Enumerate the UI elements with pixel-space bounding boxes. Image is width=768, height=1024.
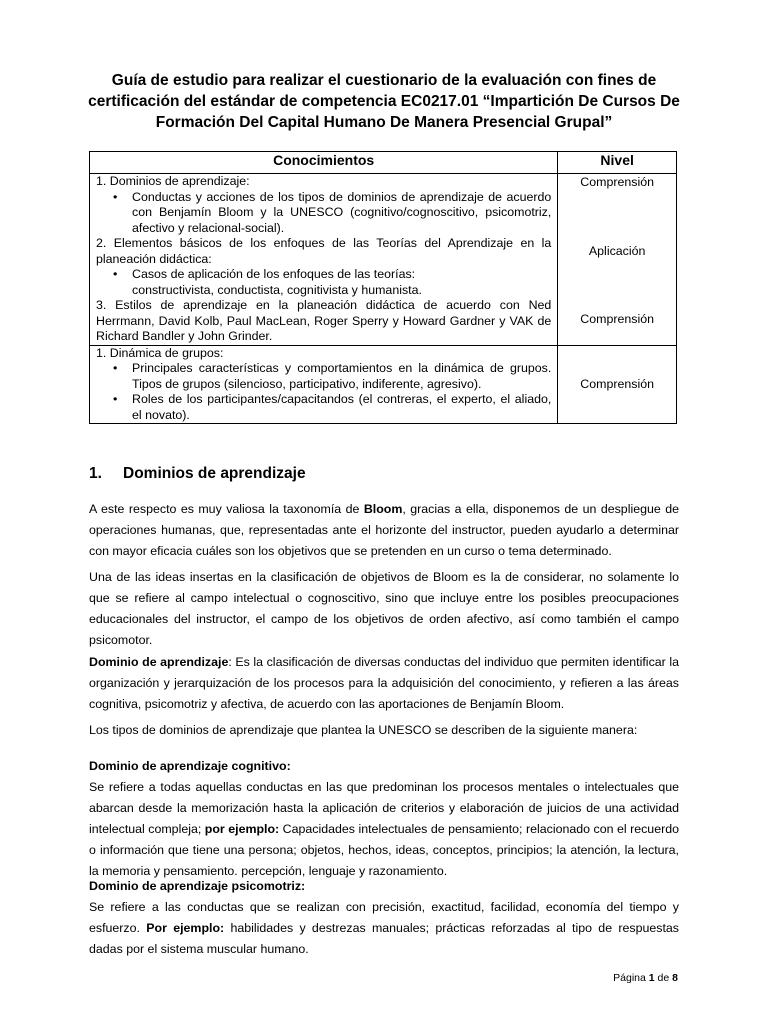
footer-text: Página	[613, 972, 649, 984]
text-run: A este respecto es muy valiosa la taxonomía de	[89, 502, 364, 516]
header-nivel: Nivel	[558, 152, 677, 174]
page-total: 8	[672, 972, 678, 984]
level-cell	[558, 345, 677, 424]
list-item: 1. Dominios de aprendizaje:	[96, 174, 250, 188]
subheading: Dominio de aprendizaje cognitivo:	[89, 759, 291, 773]
paragraph-psychomotor	[89, 876, 679, 960]
level-label: Aplicación	[588, 243, 646, 258]
title-line-2: certificación del estándar de competencia EC0217.01 “Impartición De Cursos De	[88, 93, 680, 110]
text-run: Se refiere a todas aquellas conductas en las que predominan los procesos mentales o intelectuales que abarcan desde la memorización hasta la aplicación de criterios y elaboración de juicios de una actividad intelectual compleja;	[89, 780, 679, 836]
text-run: : Es la clasificación de diversas conductas del individuo que permiten identificar la organización y jerarquización de los procesos para la adquisición del conocimiento, y refieren a las áreas cognitiva, psicomotriz y afectiva, de acuerdo con las aportaciones de Benjamín Bloom.	[89, 655, 679, 711]
paragraph-cognitive	[89, 756, 679, 882]
knowledge-table	[89, 151, 677, 424]
paragraph-unesco: Los tipos de dominios de aprendizaje que plantea la UNESCO se describen de la siguiente manera:	[89, 723, 638, 737]
knowledge-cell	[90, 345, 558, 424]
text-run: Se refiere a las conductas que se realizan con precisión, exactitud, facilidad, economía del tiempo y esfuerzo.	[89, 900, 679, 935]
bold-text: Bloom	[363, 502, 403, 516]
subheading: Dominio de aprendizaje psicomotriz:	[89, 879, 306, 893]
section-heading	[89, 465, 306, 483]
level-label: Comprensión	[580, 175, 654, 189]
bullet-item: • Principales características y comportamientos en la dinámica de grupos. Tipos de grupos (silencioso, participativo, indiferente, agresivo).	[96, 361, 551, 392]
list-item: 3. Estilos de aprendizaje en la planeación didáctica de acuerdo con Ned Herrmann, David Kolb, Paul MacLean, Roger Sperry y Howard Gardner y VAK de Richard Bandler y John Grinder.	[96, 298, 552, 343]
text-run: Capacidades intelectuales de pensamiento; relacionado con el recuerdo o información que tiene una persona; objetos, hechos, ideas, conceptos, principios; la atención, la lectura, la memoria y pensamiento. percepción, lenguaje y razonamiento.	[89, 822, 679, 878]
paragraph-definition	[89, 652, 679, 715]
table-header-row	[90, 152, 677, 174]
table-row	[90, 174, 677, 346]
section-number: 1.	[89, 465, 102, 482]
text-run: , gracias a ella, disponemos de un despliegue de operaciones humanas, que, representadas ante el horizonte del instructor, pueden ayudarlo a determinar con mayor eficacia cuáles son los objetivos que se pretenden en un curso o tema determinado.	[89, 502, 679, 558]
title-line-1: Guía de estudio para realizar el cuestionario de la evaluación con fines de	[111, 72, 657, 89]
header-conocimientos: Conocimientos	[90, 152, 558, 174]
paragraph-classification: Una de las ideas insertas en la clasificación de objetivos de Bloom es la de considerar, no solamente lo que se refiere al campo intelectual o cognoscitivo, sino que incluye entre los posibles preocupaciones educacionales del instructor, el campo de los objetivos de orden afectivo, así como también el campo psicomotor.	[89, 570, 679, 647]
bullet-item: • Roles de los participantes/capacitandos (el contreras, el experto, el aliado, el novato).	[96, 392, 551, 423]
list-item: 2. Elementos básicos de los enfoques de las Teorías del Aprendizaje en la planeación didáctica:	[96, 236, 552, 266]
table-row	[90, 345, 677, 424]
title-line-3: Formación Del Capital Humano De Manera Presencial Grupal”	[155, 114, 613, 131]
level-label: Comprensión	[580, 376, 654, 391]
page-number: 1	[648, 972, 655, 984]
level-cell	[558, 174, 677, 346]
bullet-continuation: constructivista, conductista, cognitivista y humanista.	[132, 282, 422, 297]
footer-text: de	[654, 972, 673, 984]
section-title: Dominios de aprendizaje	[123, 465, 306, 482]
bold-text: por ejemplo:	[204, 822, 280, 836]
level-label: Comprensión	[580, 312, 654, 326]
bullet-item: • Casos de aplicación de los enfoques de las teorías:	[96, 267, 551, 283]
bullet-item: • Conductas y acciones de los tipos de dominios de aprendizaje de acuerdo con Benjamín Bloom y la UNESCO (cognitivo/cognoscitivo, psicomotriz, afectivo y relacional-social).	[96, 190, 551, 237]
paragraph-bloom	[89, 499, 679, 562]
list-item: 1. Dinámica de grupos:	[96, 345, 224, 360]
document-title	[80, 70, 688, 133]
knowledge-cell	[90, 174, 558, 346]
page-footer	[613, 972, 678, 984]
text-run: habilidades y destrezas manuales; prácticas reforzadas al tipo de respuestas dadas por el sistema muscular humano.	[89, 921, 679, 956]
bold-text: Por ejemplo:	[146, 921, 225, 935]
bold-text: Dominio de aprendizaje	[89, 655, 229, 669]
